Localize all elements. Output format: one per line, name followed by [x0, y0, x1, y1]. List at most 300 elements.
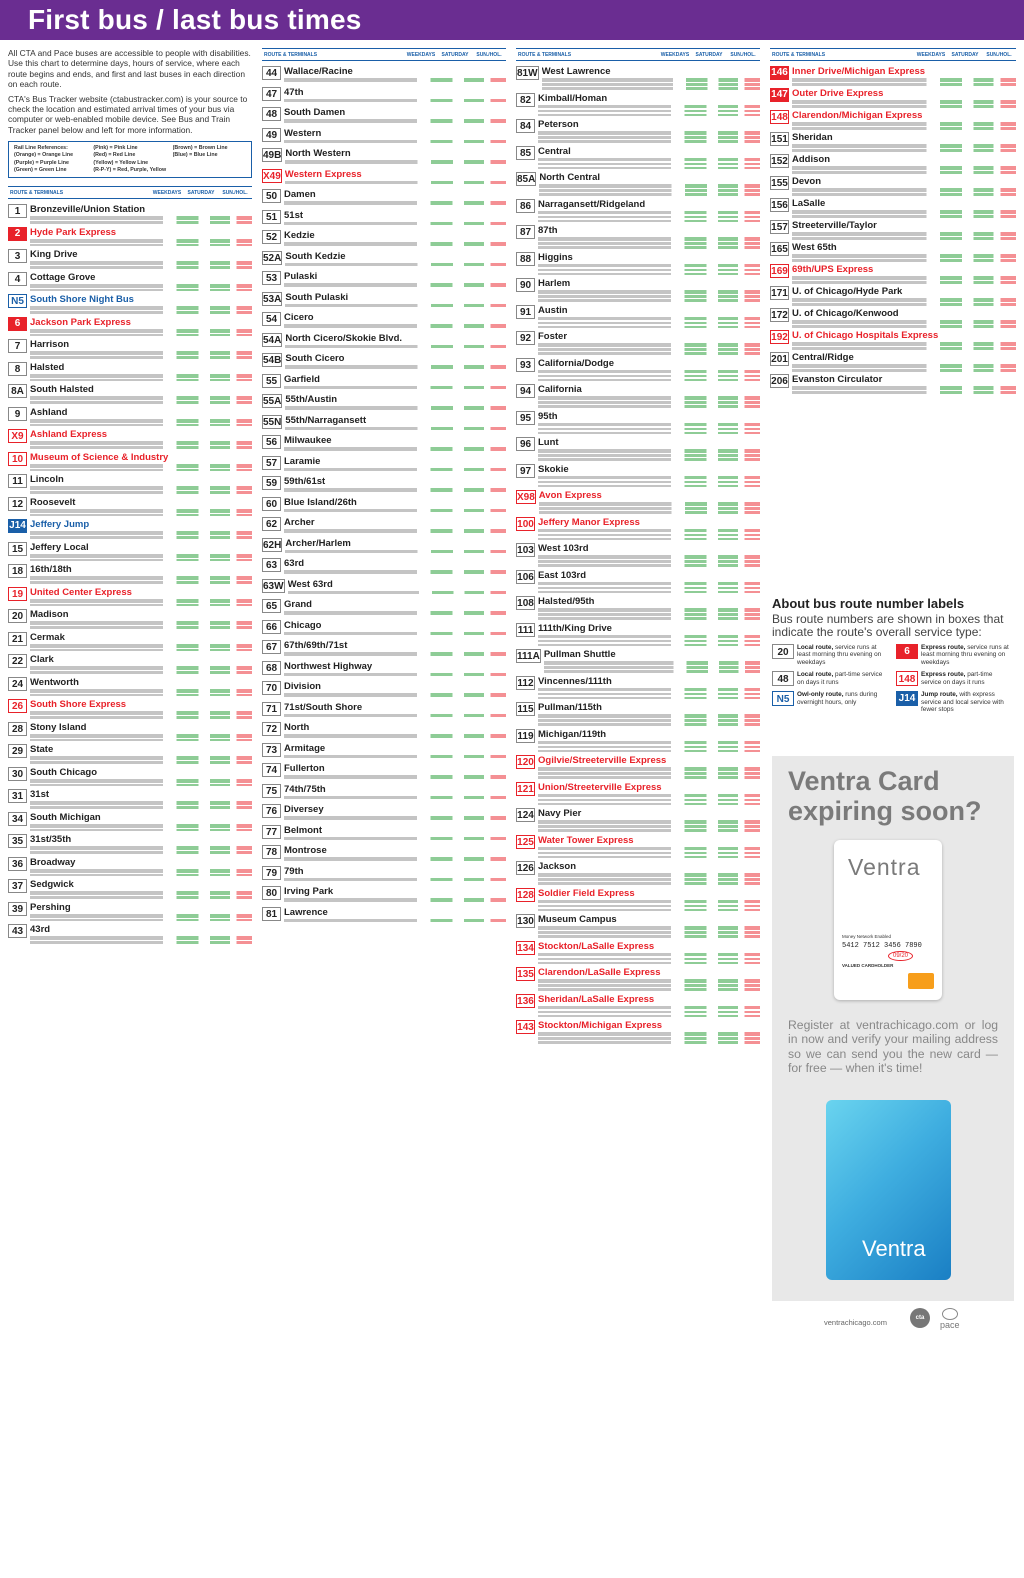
route-row — [770, 88, 1016, 108]
route-number: 19 — [8, 587, 27, 601]
route-name: Wallace/Racine — [284, 66, 353, 77]
route-info — [284, 558, 506, 577]
route-number: 143 — [517, 1022, 534, 1033]
route-info — [288, 579, 506, 598]
schedule-line — [30, 739, 252, 742]
route-info — [284, 230, 506, 249]
route-name: Pulaski — [284, 271, 318, 282]
header-weekdays: WEEKDAYS — [916, 51, 946, 58]
route-name: Harlem — [538, 278, 571, 289]
schedule-line — [30, 424, 252, 427]
route-name: 43rd — [30, 924, 51, 936]
route-info — [30, 879, 252, 900]
schedule-line — [539, 511, 760, 514]
schedule-line — [30, 761, 252, 764]
schedule-line — [538, 772, 760, 775]
route-info — [30, 834, 252, 855]
route-row — [516, 543, 760, 568]
schedule-line — [30, 896, 252, 899]
route-number: 31 — [8, 789, 27, 803]
ventra-url[interactable]: ventrachicago.com — [824, 1318, 887, 1327]
schedule-line — [538, 794, 760, 798]
schedule-line — [538, 264, 760, 268]
route-name: 16th/18th — [30, 564, 72, 576]
route-row — [8, 519, 252, 540]
route-info — [284, 763, 506, 782]
route-row — [516, 172, 760, 197]
route-list — [516, 66, 760, 1045]
intro-paragraph-2: CTA's Bus Tracker website (ctabustracker.com) is your source to check the location and estimated arrival times of your bus via computer or web-enabled mobile device. See Bus and Train Tracker panel below and left for more information. — [8, 93, 248, 135]
schedule-line — [792, 193, 1016, 196]
route-number: 21 — [8, 632, 27, 646]
header-saturday: SATURDAY — [695, 51, 723, 58]
schedule-line — [792, 188, 1016, 192]
route-name: 67th/69th/71st — [284, 640, 348, 651]
rail-ref-item: (Yellow) = Yellow Line — [93, 159, 149, 166]
schedule-line — [538, 958, 760, 961]
schedule-line — [284, 283, 506, 287]
route-number: 57 — [262, 456, 281, 470]
route-row — [8, 474, 252, 495]
route-number: 35 — [8, 834, 27, 848]
route-row — [8, 789, 252, 810]
route-number: 120 — [517, 757, 534, 768]
route-info — [30, 384, 252, 405]
route-number: 54B — [263, 355, 282, 366]
route-number: 111 — [517, 624, 534, 636]
route-row — [262, 517, 506, 536]
legend-item — [772, 644, 890, 666]
legend-grid — [772, 644, 1014, 713]
legend-text: Jump route, with express service and local service with fewer stops — [921, 691, 1004, 714]
schedule-line — [792, 320, 1016, 324]
schedule-line — [30, 666, 252, 670]
route-number: 22 — [8, 654, 27, 668]
route-row — [262, 333, 506, 352]
route-number: 119 — [517, 730, 534, 742]
schedule-line — [30, 644, 252, 648]
route-number: 124 — [517, 810, 534, 821]
header-saturday: SATURDAY — [187, 189, 215, 196]
route-row — [262, 230, 506, 249]
ventra-headline: Ventra Card expiring soon? — [788, 766, 982, 826]
schedule-line — [538, 538, 760, 541]
schedule-line — [285, 304, 506, 308]
schedule-line — [285, 263, 506, 267]
route-name: Pershing — [30, 901, 71, 913]
route-name: Cottage Grove — [30, 271, 96, 283]
route-number: 9 — [8, 407, 27, 421]
route-name: Kedzie — [284, 230, 315, 241]
schedule-line — [285, 427, 506, 431]
legend-route-box: 20 — [772, 644, 794, 659]
schedule-line — [538, 608, 760, 612]
header-weekdays: WEEKDAYS — [406, 51, 436, 58]
schedule-line — [542, 78, 760, 82]
schedule-line — [538, 693, 760, 696]
route-name: Jackson — [538, 861, 577, 872]
route-info — [30, 429, 252, 450]
route-info — [538, 782, 760, 807]
schedule-line — [538, 905, 760, 908]
route-name: Damen — [284, 189, 316, 200]
route-number: 62 — [262, 517, 281, 531]
route-name: Vincennes/111th — [538, 675, 612, 687]
column-4 — [770, 48, 1016, 1572]
route-row — [262, 579, 506, 598]
schedule-line — [538, 613, 760, 616]
route-info — [30, 339, 252, 360]
route-row — [262, 886, 506, 905]
route-name: South Cicero — [285, 353, 345, 364]
rail-ref-item: (Red) = Red Line — [93, 152, 136, 159]
route-info — [30, 699, 252, 720]
schedule-line — [538, 458, 760, 461]
route-name: Sheridan/LaSalle Express — [538, 993, 655, 1005]
schedule-line — [30, 221, 252, 224]
route-name: Division — [284, 681, 321, 692]
route-name: 47th — [284, 86, 304, 98]
route-name: Clarendon/Michigan Express — [792, 110, 923, 121]
schedule-line — [30, 919, 252, 922]
route-row — [516, 146, 760, 171]
route-row — [8, 317, 252, 338]
route-number: 112 — [517, 677, 534, 689]
route-number: 52A — [263, 252, 282, 264]
route-row — [262, 538, 506, 557]
route-info — [30, 542, 252, 563]
route-number: 130 — [517, 916, 534, 927]
schedule-line — [30, 374, 252, 378]
route-number: 6 — [8, 317, 27, 331]
schedule-line — [538, 988, 760, 991]
schedule-line — [285, 406, 506, 410]
route-info — [285, 148, 506, 167]
schedule-line — [792, 303, 1016, 306]
route-number: 156 — [771, 200, 788, 211]
route-number: 72 — [262, 722, 281, 736]
route-name: Higgins — [538, 251, 573, 263]
route-info — [30, 812, 252, 833]
route-row — [770, 352, 1016, 372]
intro-paragraph-1: All CTA and Pace buses are accessible to people with disabilities. Use this chart to determine days, hours of service, where each route begins and ends, and first and last buses in each direction on each route. — [8, 48, 251, 90]
route-info — [284, 640, 506, 659]
schedule-line — [30, 576, 252, 580]
route-name: 95th — [538, 410, 558, 422]
route-row — [770, 308, 1016, 328]
schedule-line — [30, 891, 252, 895]
schedule-line — [30, 401, 252, 404]
route-info — [284, 784, 506, 803]
route-row — [262, 497, 506, 516]
route-row — [770, 374, 1016, 394]
route-name: Lawrence — [284, 906, 328, 918]
route-number: 56 — [262, 435, 281, 449]
route-number: 66 — [262, 620, 281, 634]
route-info — [30, 654, 252, 675]
route-info — [30, 452, 252, 473]
route-info — [284, 804, 506, 823]
schedule-line — [30, 829, 252, 832]
schedule-line — [30, 514, 252, 517]
schedule-line — [538, 723, 760, 726]
route-row — [8, 587, 252, 608]
header-saturday: SATURDAY — [441, 51, 469, 58]
schedule-line — [792, 105, 1016, 108]
schedule-line — [792, 215, 1016, 218]
schedule-line — [538, 825, 760, 828]
schedule-line — [538, 847, 760, 851]
route-info — [284, 702, 506, 721]
route-row — [8, 542, 252, 563]
route-name: Jeffery Local — [30, 541, 89, 553]
route-info — [30, 789, 252, 810]
schedule-line — [538, 485, 760, 488]
legend-item — [896, 671, 1014, 686]
route-info — [792, 66, 1016, 86]
cardholder-label: VALUED CARDHOLDER — [842, 963, 894, 968]
schedule-line — [538, 829, 760, 832]
route-label-legend — [772, 596, 1014, 713]
schedule-line — [30, 244, 252, 247]
route-number: 59 — [262, 476, 281, 490]
schedule-line — [30, 824, 252, 828]
route-number: 49 — [262, 128, 281, 142]
schedule-line — [792, 298, 1016, 302]
route-info — [30, 632, 252, 653]
schedule-line — [538, 163, 760, 166]
schedule-line — [538, 776, 760, 779]
header-saturday: SATURDAY — [951, 51, 979, 58]
schedule-line — [792, 276, 1016, 280]
route-row — [262, 476, 506, 495]
route-row — [516, 225, 760, 250]
route-number: 29 — [8, 744, 27, 758]
schedule-line — [538, 110, 760, 113]
route-info — [538, 914, 760, 939]
route-row — [262, 456, 506, 475]
legend-description: Bus route numbers are shown in boxes that indicate the route's overall service type: — [772, 612, 1004, 639]
route-info — [538, 199, 760, 224]
legend-item — [772, 671, 890, 686]
schedule-line — [30, 801, 252, 805]
route-name: 79th — [284, 865, 304, 877]
route-row — [8, 339, 252, 360]
schedule-line — [284, 755, 506, 759]
schedule-line — [285, 181, 506, 185]
route-row — [770, 220, 1016, 240]
schedule-line — [792, 83, 1016, 86]
route-info — [792, 286, 1016, 306]
route-info — [538, 331, 760, 356]
schedule-line — [285, 365, 506, 369]
route-name: Hyde Park Express — [30, 226, 117, 238]
schedule-line — [30, 441, 252, 445]
route-info — [792, 154, 1016, 174]
schedule-line — [792, 171, 1016, 174]
route-info — [30, 204, 252, 225]
route-number: 50 — [262, 189, 281, 203]
route-row — [516, 358, 760, 383]
route-number: 44 — [262, 66, 281, 80]
expiration-date: 09/20 — [888, 951, 913, 961]
route-info — [538, 411, 760, 436]
route-name: Pullman Shuttle — [543, 649, 616, 660]
schedule-line — [538, 820, 760, 824]
rail-ref-item: (R-P-Y) = Red, Purple, Yellow — [93, 166, 167, 173]
schedule-line — [538, 909, 760, 912]
route-row — [262, 702, 506, 721]
route-info — [284, 128, 506, 147]
schedule-line — [538, 635, 760, 639]
route-info — [284, 66, 506, 85]
route-number: 103 — [517, 545, 534, 556]
schedule-line — [538, 326, 760, 329]
route-info — [538, 146, 760, 171]
legend-text: Express route, part-time service on days it runs — [921, 671, 993, 686]
schedule-line — [30, 351, 252, 355]
route-name: Broadway — [30, 856, 76, 868]
route-info — [538, 119, 760, 144]
schedule-line — [538, 343, 760, 347]
schedule-line — [284, 837, 506, 841]
route-list — [262, 66, 506, 925]
route-name: Union/Streeterville Express — [538, 781, 662, 793]
route-row — [516, 278, 760, 303]
schedule-line — [284, 140, 506, 144]
schedule-line — [30, 869, 252, 873]
route-row — [262, 743, 506, 762]
schedule-line — [538, 582, 760, 586]
route-info — [30, 722, 252, 743]
schedule-line — [538, 423, 760, 427]
header-weekdays: WEEKDAYS — [660, 51, 690, 58]
route-row — [262, 804, 506, 823]
schedule-line — [538, 352, 760, 355]
route-number: 24 — [8, 677, 27, 691]
route-number: 26 — [8, 699, 27, 713]
route-name: Austin — [538, 304, 568, 316]
schedule-line — [30, 289, 252, 292]
route-info — [285, 394, 506, 413]
route-info — [285, 353, 506, 372]
route-number: 172 — [771, 310, 788, 321]
route-info — [538, 702, 760, 727]
route-info — [284, 845, 506, 864]
route-number: 94 — [516, 384, 535, 398]
route-info — [30, 519, 252, 540]
route-info — [284, 189, 506, 208]
schedule-line — [538, 375, 760, 378]
route-number: 91 — [516, 305, 535, 319]
route-name: Laramie — [284, 455, 321, 467]
route-info — [30, 249, 252, 270]
legend-text: Owl-only route, runs during overnight hours, only — [797, 691, 878, 706]
route-number: 97 — [516, 464, 535, 478]
route-name: 31st/35th — [30, 834, 72, 846]
route-row — [770, 154, 1016, 174]
route-info — [538, 729, 760, 754]
route-row — [516, 676, 760, 701]
route-info — [538, 278, 760, 303]
route-info — [538, 623, 760, 648]
route-number: N5 — [8, 294, 27, 308]
route-row — [516, 941, 760, 966]
route-name: Museum of Science & Industry — [30, 451, 169, 463]
route-row — [262, 210, 506, 229]
route-name: South Chicago — [30, 766, 98, 778]
route-name: Armitage — [284, 742, 326, 754]
route-name: Western Express — [284, 168, 362, 180]
schedule-line — [284, 632, 506, 636]
schedule-line — [284, 222, 506, 226]
route-number: 74 — [262, 763, 281, 777]
route-row — [8, 654, 252, 675]
route-info — [30, 497, 252, 518]
ventra-card-old — [834, 840, 942, 1000]
route-row — [262, 722, 506, 741]
schedule-line — [538, 617, 760, 620]
route-info — [538, 384, 760, 409]
schedule-line — [538, 220, 760, 223]
route-name: West 103rd — [538, 543, 589, 554]
route-name: Narragansett/Ridgeland — [538, 198, 646, 210]
schedule-line — [538, 216, 760, 219]
route-row — [516, 331, 760, 356]
schedule-line — [538, 348, 760, 351]
schedule-line — [792, 149, 1016, 152]
route-name: South Halsted — [30, 384, 94, 396]
route-number: 126 — [517, 863, 534, 874]
route-row — [262, 189, 506, 208]
schedule-line — [284, 775, 506, 779]
route-name: Inner Drive/Michigan Express — [792, 66, 926, 77]
schedule-line — [539, 184, 760, 188]
route-number: 77 — [262, 825, 281, 839]
route-row — [262, 353, 506, 372]
schedule-line — [30, 806, 252, 809]
schedule-line — [284, 201, 506, 205]
schedule-line — [538, 140, 760, 143]
schedule-line — [538, 401, 760, 404]
route-row — [262, 558, 506, 577]
route-name: Chicago — [284, 619, 322, 631]
schedule-line — [792, 259, 1016, 262]
route-name: Halsted — [30, 361, 65, 373]
route-number: 152 — [771, 156, 788, 167]
schedule-line — [284, 242, 506, 246]
route-number: 95 — [516, 411, 535, 425]
route-name: Clarendon/LaSalle Express — [538, 967, 661, 978]
schedule-line — [542, 83, 760, 86]
route-info — [284, 87, 506, 106]
header-sunhol: SUN./HOL. — [222, 189, 248, 196]
mastercard-logo — [908, 973, 934, 989]
route-number: 108 — [517, 598, 534, 609]
route-number: 96 — [516, 437, 535, 451]
route-number: 121 — [517, 783, 534, 795]
route-number: 135 — [517, 969, 534, 980]
schedule-line — [539, 193, 760, 196]
title-banner — [0, 0, 1024, 40]
route-info — [538, 808, 760, 833]
column-header — [262, 48, 506, 61]
route-info — [792, 88, 1016, 108]
schedule-line — [538, 317, 760, 321]
route-name: Ashland — [30, 406, 68, 418]
route-row — [8, 902, 252, 923]
route-name: Stockton/Michigan Express — [538, 1020, 663, 1031]
